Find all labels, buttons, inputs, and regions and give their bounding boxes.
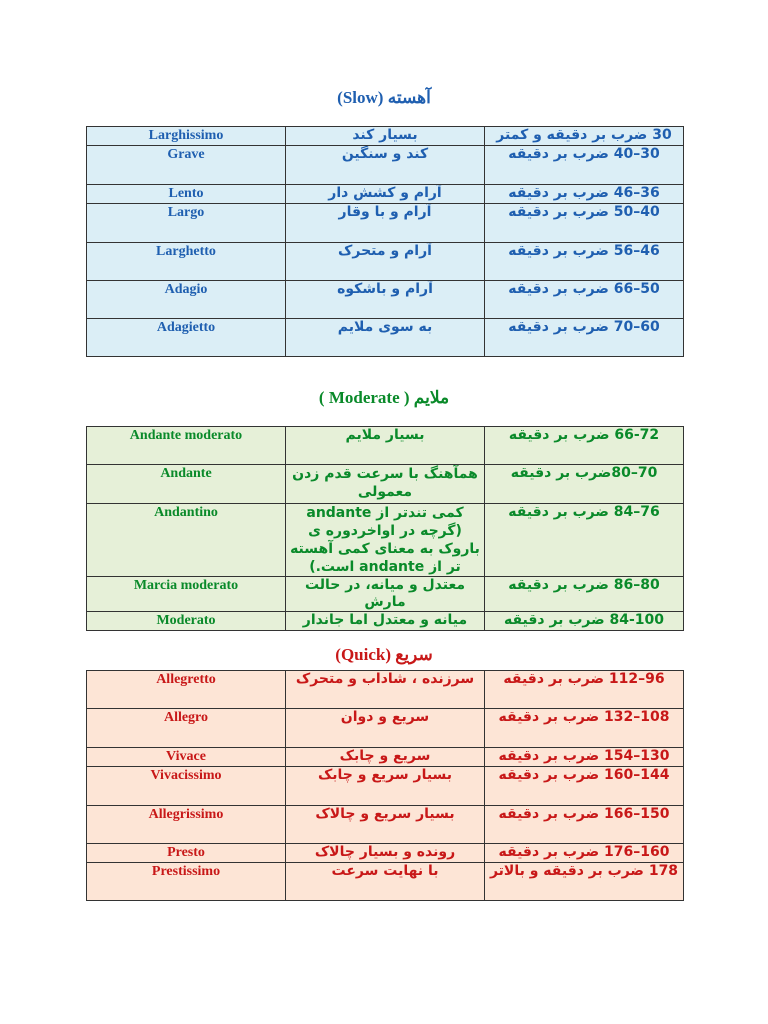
tempo-bpm: 178 ضرب بر دقیقه و بالاتر	[485, 863, 684, 901]
section-title-slow: (Slow) آهسته	[337, 88, 431, 107]
tempo-meaning: کند و سنگین	[286, 146, 485, 185]
tempo-bpm: 50–66 ضرب بر دقیقه	[485, 281, 684, 319]
tempo-meaning: بسیار سریع و چالاک	[286, 806, 485, 844]
tempo-term: Grave	[87, 146, 286, 185]
tempo-bpm: 130–154 ضرب بر دقیقه	[485, 748, 684, 767]
tempo-meaning: معتدل و میانه، در حالت مارش	[286, 577, 485, 612]
table-row	[87, 185, 684, 204]
tempo-term: Lento	[87, 185, 286, 204]
tempo-term: Andantino	[87, 504, 286, 577]
tempo-term: Vivace	[87, 748, 286, 767]
table-row	[87, 465, 684, 504]
tempo-term: Marcia moderato	[87, 577, 286, 612]
tempo-bpm: 30–40 ضرب بر دقیقه	[485, 146, 684, 185]
tempo-table-quick	[86, 670, 684, 901]
tempo-meaning: رونده و بسیار چالاک	[286, 844, 485, 863]
tempo-table-moderate	[86, 426, 684, 631]
section-title-moderate: ( Moderate ) ملایم	[318, 388, 450, 407]
tempo-bpm: 96–112 ضرب بر دقیقه	[485, 671, 684, 709]
table-row	[87, 146, 684, 185]
table-row	[87, 127, 684, 146]
tempo-term: Presto	[87, 844, 286, 863]
tempo-term: Allegrissimo	[87, 806, 286, 844]
tempo-term: Adagietto	[87, 319, 286, 357]
tempo-meaning: میانه و معتدل اما جاندار	[286, 612, 485, 631]
table-row	[87, 204, 684, 243]
tempo-term: Andante moderato	[87, 427, 286, 465]
tempo-bpm: 150–166 ضرب بر دقیقه	[485, 806, 684, 844]
table-row	[87, 612, 684, 631]
tempo-bpm: 40–50 ضرب بر دقیقه	[485, 204, 684, 243]
tempo-bpm: 36–46 ضرب بر دقیقه	[485, 185, 684, 204]
tempo-meaning: بسیار ملایم	[286, 427, 485, 465]
table-row	[87, 844, 684, 863]
tempo-bpm: 84-100 ضرب بر دقیقه	[485, 612, 684, 631]
tempo-bpm: 30 ضرب بر دقیقه و کمتر	[485, 127, 684, 146]
table-row	[87, 709, 684, 748]
tempo-bpm: 76–84 ضرب بر دقیقه	[485, 504, 684, 577]
tempo-term: Allegro	[87, 709, 286, 748]
tempo-term: Largo	[87, 204, 286, 243]
table-row	[87, 281, 684, 319]
tempo-meaning: سرزنده ، شاداب و متحرک	[286, 671, 485, 709]
tempo-term: Moderato	[87, 612, 286, 631]
tempo-term: Vivacissimo	[87, 767, 286, 806]
table-row	[87, 767, 684, 806]
tempo-meaning: به سوی ملایم	[286, 319, 485, 357]
tempo-term: Adagio	[87, 281, 286, 319]
table-row	[87, 671, 684, 709]
tempo-meaning: با نهایت سرعت	[286, 863, 485, 901]
tempo-bpm: 108–132 ضرب بر دقیقه	[485, 709, 684, 748]
tempo-bpm: 144–160 ضرب بر دقیقه	[485, 767, 684, 806]
tempo-meaning: آرام و متحرک	[286, 243, 485, 281]
section-title-quick: (Quick) سریع	[335, 645, 433, 664]
tempo-table-slow	[86, 126, 684, 357]
tempo-bpm: 160–176 ضرب بر دقیقه	[485, 844, 684, 863]
table-row	[87, 504, 684, 577]
tempo-term: Larghissimo	[87, 127, 286, 146]
tempo-meaning: کمی تندتر از andante (گرچه در اواخردوره ی باروک به معنای کمی آهسته تر از andante است.)	[286, 504, 485, 577]
table-row	[87, 806, 684, 844]
tempo-meaning: سریع و دوان	[286, 709, 485, 748]
tempo-term: Larghetto	[87, 243, 286, 281]
tempo-meaning: بسیار کند	[286, 127, 485, 146]
tempo-meaning: بسیار سریع و چابک	[286, 767, 485, 806]
tempo-bpm: 66-72 ضرب بر دقیقه	[485, 427, 684, 465]
table-row	[87, 427, 684, 465]
table-row	[87, 319, 684, 357]
tempo-bpm: 70–80ضرب بر دقیقه	[485, 465, 684, 504]
tempo-meaning: سریع و چابک	[286, 748, 485, 767]
tempo-term: Prestissimo	[87, 863, 286, 901]
table-row	[87, 748, 684, 767]
tempo-meaning: آرام و کشش دار	[286, 185, 485, 204]
tempo-term: Andante	[87, 465, 286, 504]
table-row	[87, 577, 684, 612]
tempo-bpm: 46–56 ضرب بر دقیقه	[485, 243, 684, 281]
tempo-bpm: 80–86 ضرب بر دقیقه	[485, 577, 684, 612]
table-row	[87, 863, 684, 901]
tempo-meaning: همآهنگ با سرعت قدم زدن معمولی	[286, 465, 485, 504]
tempo-meaning: آرام و باشکوه	[286, 281, 485, 319]
tempo-bpm: 60–70 ضرب بر دقیقه	[485, 319, 684, 357]
table-row	[87, 243, 684, 281]
tempo-meaning: آرام و با وقار	[286, 204, 485, 243]
tempo-term: Allegretto	[87, 671, 286, 709]
